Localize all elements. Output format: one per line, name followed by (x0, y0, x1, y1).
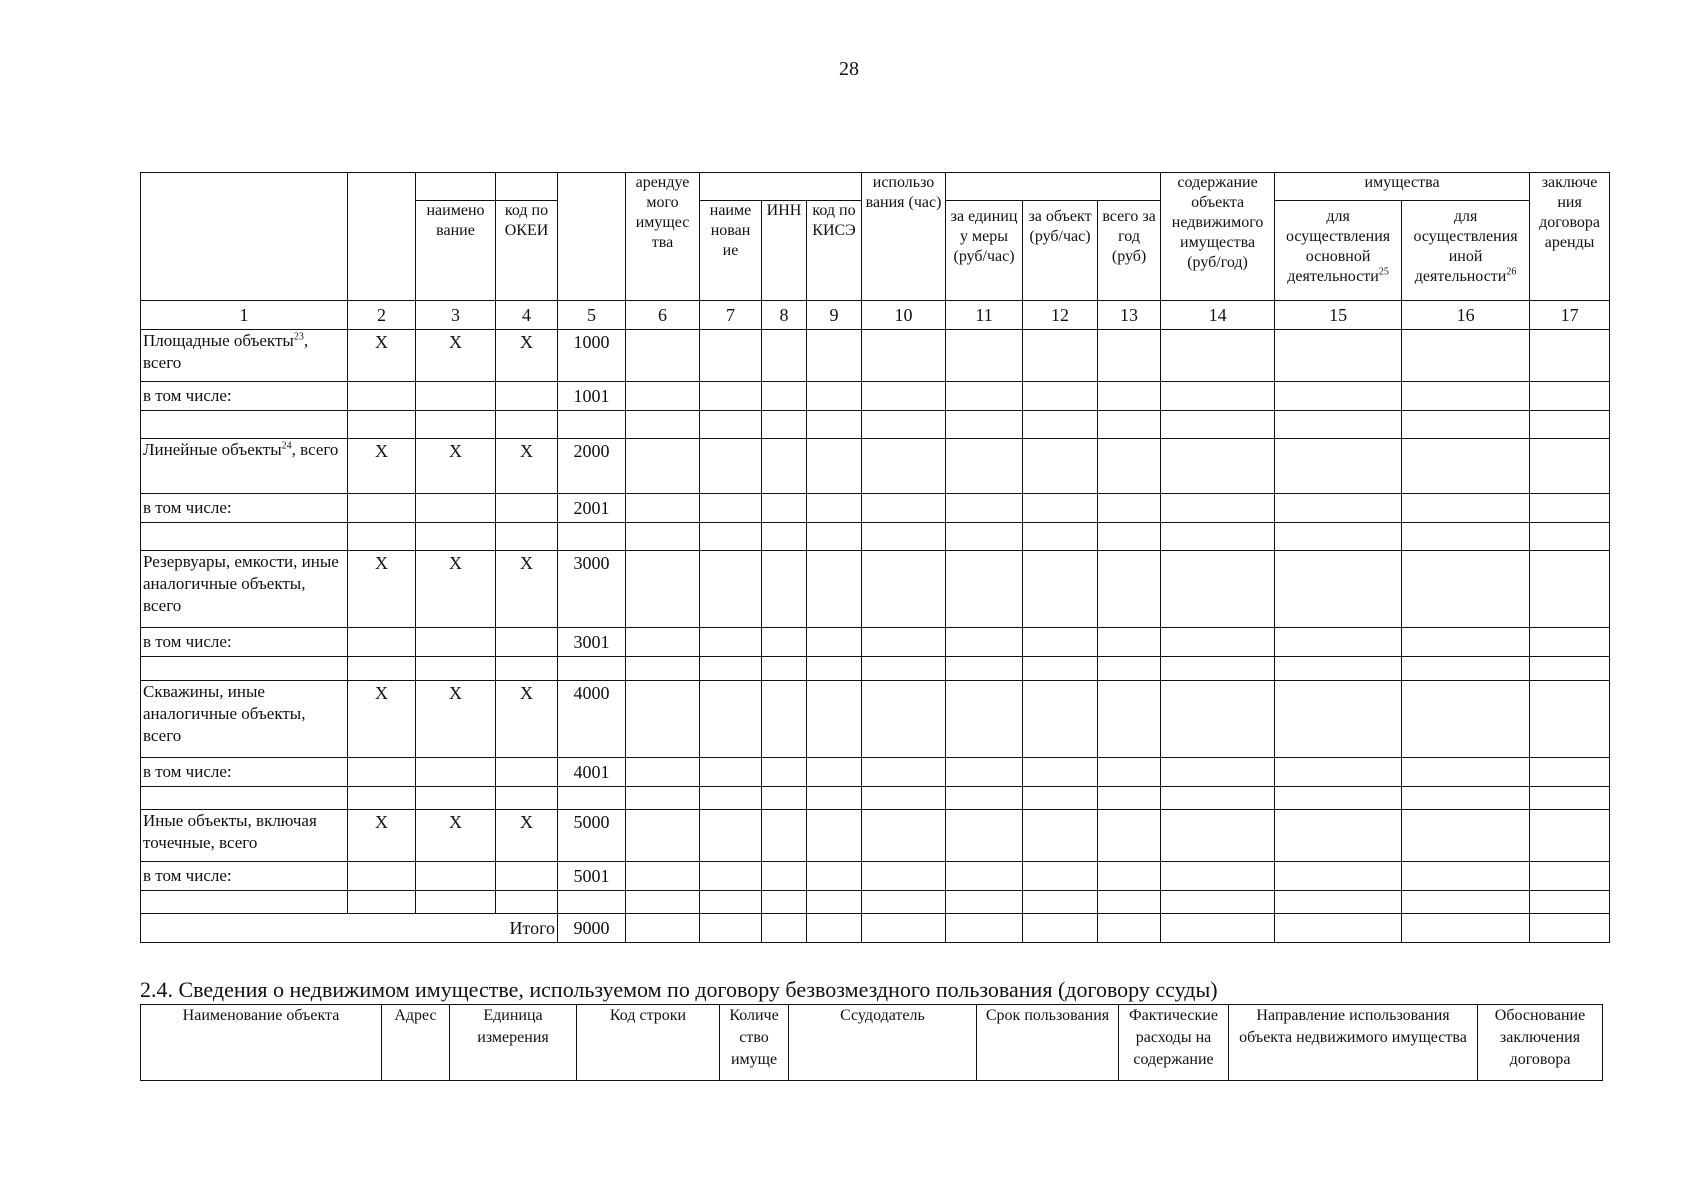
total-label: Итого (141, 914, 558, 943)
header-col6: арендуе мого имущес тва (626, 173, 700, 301)
sub-row (141, 494, 1610, 523)
sub-code: 3001 (558, 628, 626, 657)
header-col13: всего за год (руб) (1098, 201, 1161, 301)
row-name: Скважины, иные аналогичные объекты, всего (141, 681, 348, 758)
row-code: 4000 (558, 681, 626, 758)
group-row (141, 681, 1610, 758)
header-col11: за единиц у меры (руб/час) (946, 201, 1023, 301)
cell-x: X (496, 810, 558, 862)
sub-label: в том числе: (141, 628, 348, 657)
header-col17: заключе ния договора аренды (1530, 173, 1610, 301)
sub-label: в том числе: (141, 382, 348, 411)
cell-x: X (416, 330, 496, 382)
loan-table-header (141, 1005, 1603, 1081)
cell-x: X (348, 330, 416, 382)
cell-x: X (496, 681, 558, 758)
cell-x: X (348, 681, 416, 758)
row-name: Площадные объекты$^{23}$, всего (141, 330, 348, 382)
header-col9: код по КИСЭ (807, 201, 862, 301)
header-col8: ИНН (762, 201, 807, 301)
row-code: 3000 (558, 551, 626, 628)
groups-body (141, 330, 1610, 914)
cell-x: X (348, 551, 416, 628)
loan-header-cell: Количе ство имуще (720, 1005, 789, 1081)
cell-x: X (416, 681, 496, 758)
group-row (141, 330, 1610, 382)
sub-row (141, 382, 1610, 411)
cell-x: X (496, 330, 558, 382)
sub-code: 5001 (558, 862, 626, 891)
loan-header-cell: Ссудодатель (789, 1005, 977, 1081)
header-col7: наиме нован ие (700, 201, 762, 301)
empty-row (141, 657, 1610, 681)
total-row (141, 914, 1610, 943)
loan-header-cell: Направление использования объекта недвижимого имущества (1229, 1005, 1478, 1081)
row-code: 2000 (558, 439, 626, 494)
header-col16: для осуществления иной деятельности$^{26}$ (1402, 201, 1530, 301)
header-group-15-16: имущества (1275, 173, 1530, 201)
loan-header-cell: Срок пользования (977, 1005, 1119, 1081)
loan-header-cell: Адрес (382, 1005, 450, 1081)
loan-header-cell: Единица измерения (450, 1005, 577, 1081)
cell-x: X (416, 551, 496, 628)
cell-x: X (416, 810, 496, 862)
sub-label: в том числе: (141, 862, 348, 891)
row-name: Линейные объекты$^{24}$, всего (141, 439, 348, 494)
header-col3: наимено вание (416, 201, 496, 301)
cell-x: X (348, 439, 416, 494)
header-col15: для осуществления основной деятельности$^{25}$ (1275, 201, 1402, 301)
row-code: 5000 (558, 810, 626, 862)
empty-row (141, 411, 1610, 439)
rent-table (140, 172, 1610, 943)
sub-code: 2001 (558, 494, 626, 523)
cell-x: X (348, 810, 416, 862)
total-code: 9000 (558, 914, 626, 943)
page-number: 28 (839, 58, 859, 80)
sub-code: 1001 (558, 382, 626, 411)
empty-row (141, 787, 1610, 810)
group-row (141, 810, 1610, 862)
header-col14: содержание объекта недвижимого имущества (руб/год) (1161, 173, 1275, 301)
loan-header-cell: Обоснование заключения договора (1478, 1005, 1603, 1081)
sub-label: в том числе: (141, 758, 348, 787)
header-col4: код по ОКЕИ (496, 201, 558, 301)
row-code: 1000 (558, 330, 626, 382)
sub-code: 4001 (558, 758, 626, 787)
group-row (141, 551, 1610, 628)
loan-header-cell: Код строки (577, 1005, 720, 1081)
loan-header-cell: Наименование объекта (141, 1005, 382, 1081)
column-numbers-row: 1 2 3 4 5 6 7 8 9 10 11 12 13 14 15 16 17 (141, 301, 1610, 330)
header-col10: использо вания (час) (862, 173, 946, 301)
loan-table (140, 1004, 1603, 1081)
empty-row (141, 523, 1610, 551)
sub-row (141, 628, 1610, 657)
group-row (141, 439, 1610, 494)
cell-x: X (496, 551, 558, 628)
empty-row (141, 891, 1610, 914)
loan-header-cell: Фактические расходы на содержание (1119, 1005, 1229, 1081)
header-col12: за объект (руб/час) (1023, 201, 1098, 301)
sub-row (141, 862, 1610, 891)
section-title: 2.4. Сведения о недвижимом имуществе, используемом по договору безвозмездного пользования (договору ссуды) (140, 977, 1218, 1002)
cell-x: X (416, 439, 496, 494)
row-name: Иные объекты, включая точечные, всего (141, 810, 348, 862)
cell-x: X (496, 439, 558, 494)
row-name: Резервуары, емкости, иные аналогичные объекты, всего (141, 551, 348, 628)
sub-label: в том числе: (141, 494, 348, 523)
sub-row (141, 758, 1610, 787)
